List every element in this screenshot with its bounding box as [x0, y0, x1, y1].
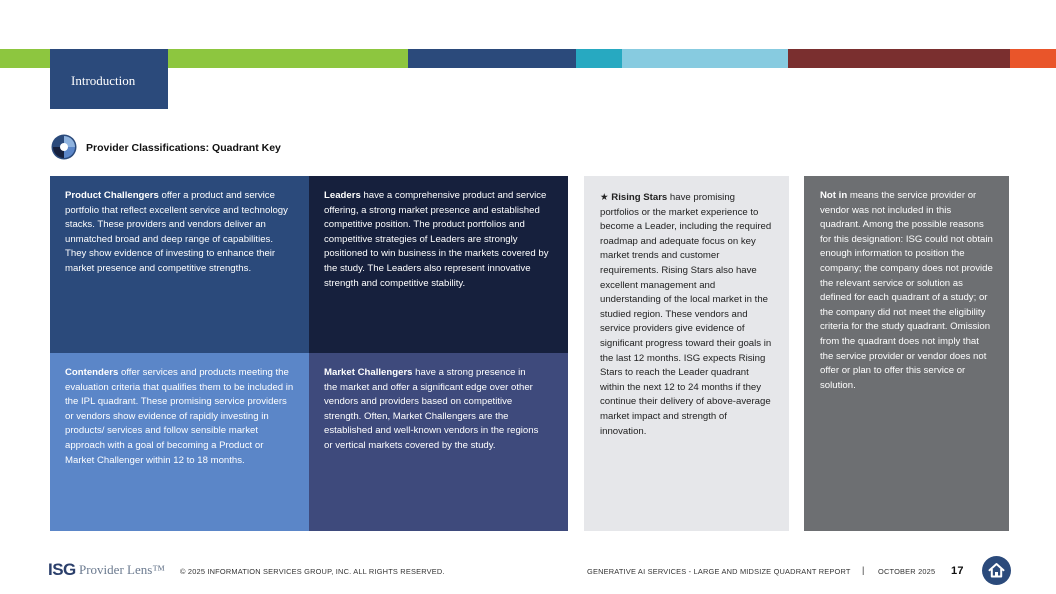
color-band-navy: [408, 49, 576, 68]
report-title: GENERATIVE AI SERVICES - LARGE AND MIDSIZE QUADRANT REPORT: [587, 567, 851, 576]
home-icon: [982, 556, 1011, 585]
quadrant-leaders: [309, 176, 568, 353]
market-challengers-text: have a strong presence in the market and offer a significant edge over other vendors and providers based on competitive strength. Often, Market Challengers are the established and well-known vendors in the regions or vertical markets covered by the study.: [324, 367, 539, 451]
quadrant-contenders: [50, 353, 309, 531]
quadrant-product-challengers: [50, 176, 309, 353]
introduction-tab[interactable]: [50, 49, 168, 109]
rising-stars-term: Rising Stars: [611, 192, 668, 203]
leaders-term: Leaders: [324, 190, 361, 201]
report-date: OCTOBER 2025: [878, 567, 936, 576]
logo-isg: ISG: [48, 560, 76, 579]
product-challengers-text: offer a product and service portfolio that reflect excellent service and technology stacks. These providers and vendors deliver an unmatched broad and deep range of capabilities. They show evidence of investing to enhance their market presence and competitive strengths.: [65, 190, 288, 274]
contenders-text: offer services and products meeting the evaluation criteria that qualifies them to be included in the IPL quadrant. These promising service providers or vendors show evidence of rapidly investing in products/ services and follow sensible market approach with a goal of becoming a Product or Market Challenger within 12 to 18 months.: [65, 367, 294, 466]
rising-stars-text: have promising portfolios or the market experience to become a Leader, including the required roadmap and adequate focus on key market trends and customer requirements. Rising Stars also have excellent management and understanding of the local market in the studied region. These vendors and service providers give evidence of significant progress toward their goals in the last 12 months. ISG expects Rising Stars to reach the Leader quadrant within the next 12 to 24 months if they continue their delivery of above-average market impact and strength of innovation.: [600, 192, 772, 437]
star-icon: ★: [600, 192, 609, 203]
market-challengers-term: Market Challengers: [324, 367, 413, 378]
contenders-term: Contenders: [65, 367, 119, 378]
logo-provider-lens: Provider Lens™: [79, 562, 166, 577]
not-in-text: means the service provider or vendor was not included in this quadrant. Among the possible reasons for this designation: ISG could not obtain enough information to position the company; the company does not provide the relevant service or solution as defined for each quadrant of a study; or the company did not meet the eligibility criteria for the study quadrant. Omission from the quadrant does not imply that the service provider or vendor does not offer or plan to offer this service or solution.: [820, 190, 993, 391]
product-challengers-term: Product Challengers: [65, 190, 159, 201]
home-button[interactable]: [982, 556, 1011, 585]
quadrant-market-challengers: [309, 353, 568, 531]
quadrant-circle-icon: [51, 134, 77, 160]
color-band-lightblue: [622, 49, 788, 68]
introduction-tab-label: Introduction: [71, 73, 136, 88]
not-in-box: [804, 176, 1009, 531]
page-number: 17: [951, 565, 964, 577]
color-band-maroon: [788, 49, 1010, 68]
section-title: Provider Classifications: Quadrant Key: [86, 142, 281, 154]
not-in-term: Not in: [820, 190, 848, 201]
copyright: © 2025 INFORMATION SERVICES GROUP, INC. ALL RIGHTS RESERVED.: [180, 567, 445, 576]
color-band-teal: [576, 49, 622, 68]
color-band-orange: [1010, 49, 1056, 68]
rising-stars-box: [584, 176, 789, 531]
footer-separator: |: [862, 565, 865, 575]
leaders-text: have a comprehensive product and service offering, a strong market presence and established competitive position. The product portfolios and competitive strategies of Leaders are strongly positioned to win business in the markets covered by the study. The Leaders also represent innovative strength and competitive stability.: [324, 190, 549, 289]
